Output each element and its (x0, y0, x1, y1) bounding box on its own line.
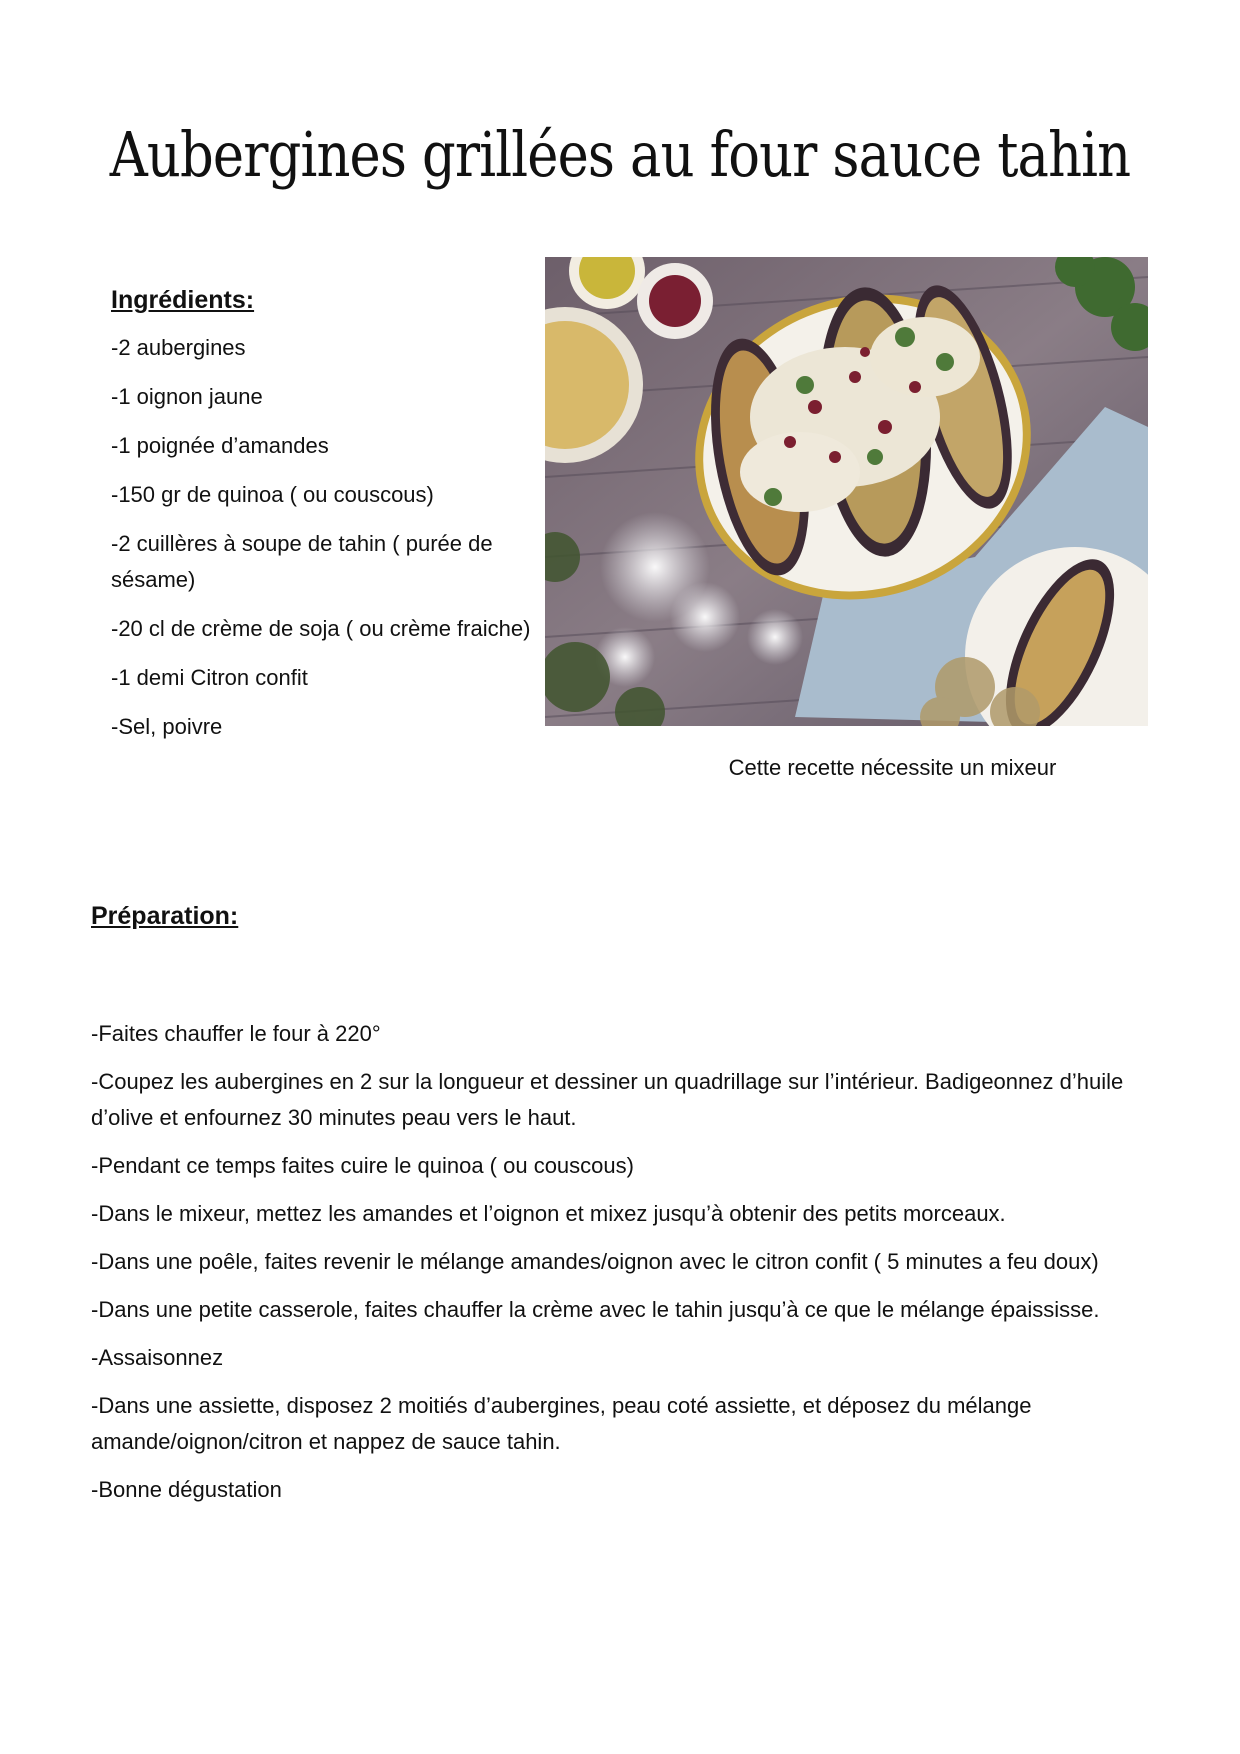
preparation-step: -Dans une assiette, disposez 2 moitiés d’aubergines, peau coté assiette, et déposez du mélange amande/oignon/citron et nappez de sauce tahin. (91, 1393, 1032, 1454)
ingredients-section (111, 282, 551, 758)
preparation-step: -Assaisonnez (91, 1345, 224, 1370)
ingredient-item: -2 aubergines (111, 335, 246, 360)
preparation-section (91, 898, 1151, 1520)
preparation-step: -Dans une petite casserole, faites chauffer la crème avec le tahin jusqu’à ce que le mélange épaississe. (91, 1297, 1100, 1322)
photo-caption: Cette recette nécessite un mixeur (728, 755, 1057, 780)
page-title: Aubergines grillées au four sauce tahin (109, 118, 1131, 191)
preparation-step: -Bonne dégustation (91, 1477, 282, 1502)
recipe-photo (545, 257, 1148, 726)
preparation-step: -Dans une poêle, faites revenir le mélange amandes/oignon avec le citron confit ( 5 minutes a feu doux) (91, 1249, 1099, 1274)
ingredient-item: -2 cuillères à soupe de tahin ( purée de sésame) (111, 531, 493, 592)
ingredient-item: -20 cl de crème de soja ( ou crème fraiche) (111, 616, 531, 641)
ingredients-heading: Ingrédients: (111, 286, 255, 314)
ingredient-item: -150 gr de quinoa ( ou couscous) (111, 482, 434, 507)
ingredient-item: -Sel, poivre (111, 714, 223, 739)
preparation-step: -Pendant ce temps faites cuire le quinoa ( ou couscous) (91, 1153, 634, 1178)
ingredient-item: -1 poignée d’amandes (111, 433, 329, 458)
ingredient-item: -1 demi Citron confit (111, 665, 308, 690)
preparation-step: -Faites chauffer le four à 220° (91, 1021, 381, 1046)
preparation-step: -Coupez les aubergines en 2 sur la longueur et dessiner un quadrillage sur l’intérieur. Badigeonnez d’huile d’olive et enfournez 30 minutes peau vers le haut. (91, 1069, 1124, 1130)
ingredient-item: -1 oignon jaune (111, 384, 263, 409)
preparation-step: -Dans le mixeur, mettez les amandes et l’oignon et mixez jusqu’à obtenir des petits morceaux. (91, 1201, 1006, 1226)
preparation-heading: Préparation: (91, 902, 239, 930)
